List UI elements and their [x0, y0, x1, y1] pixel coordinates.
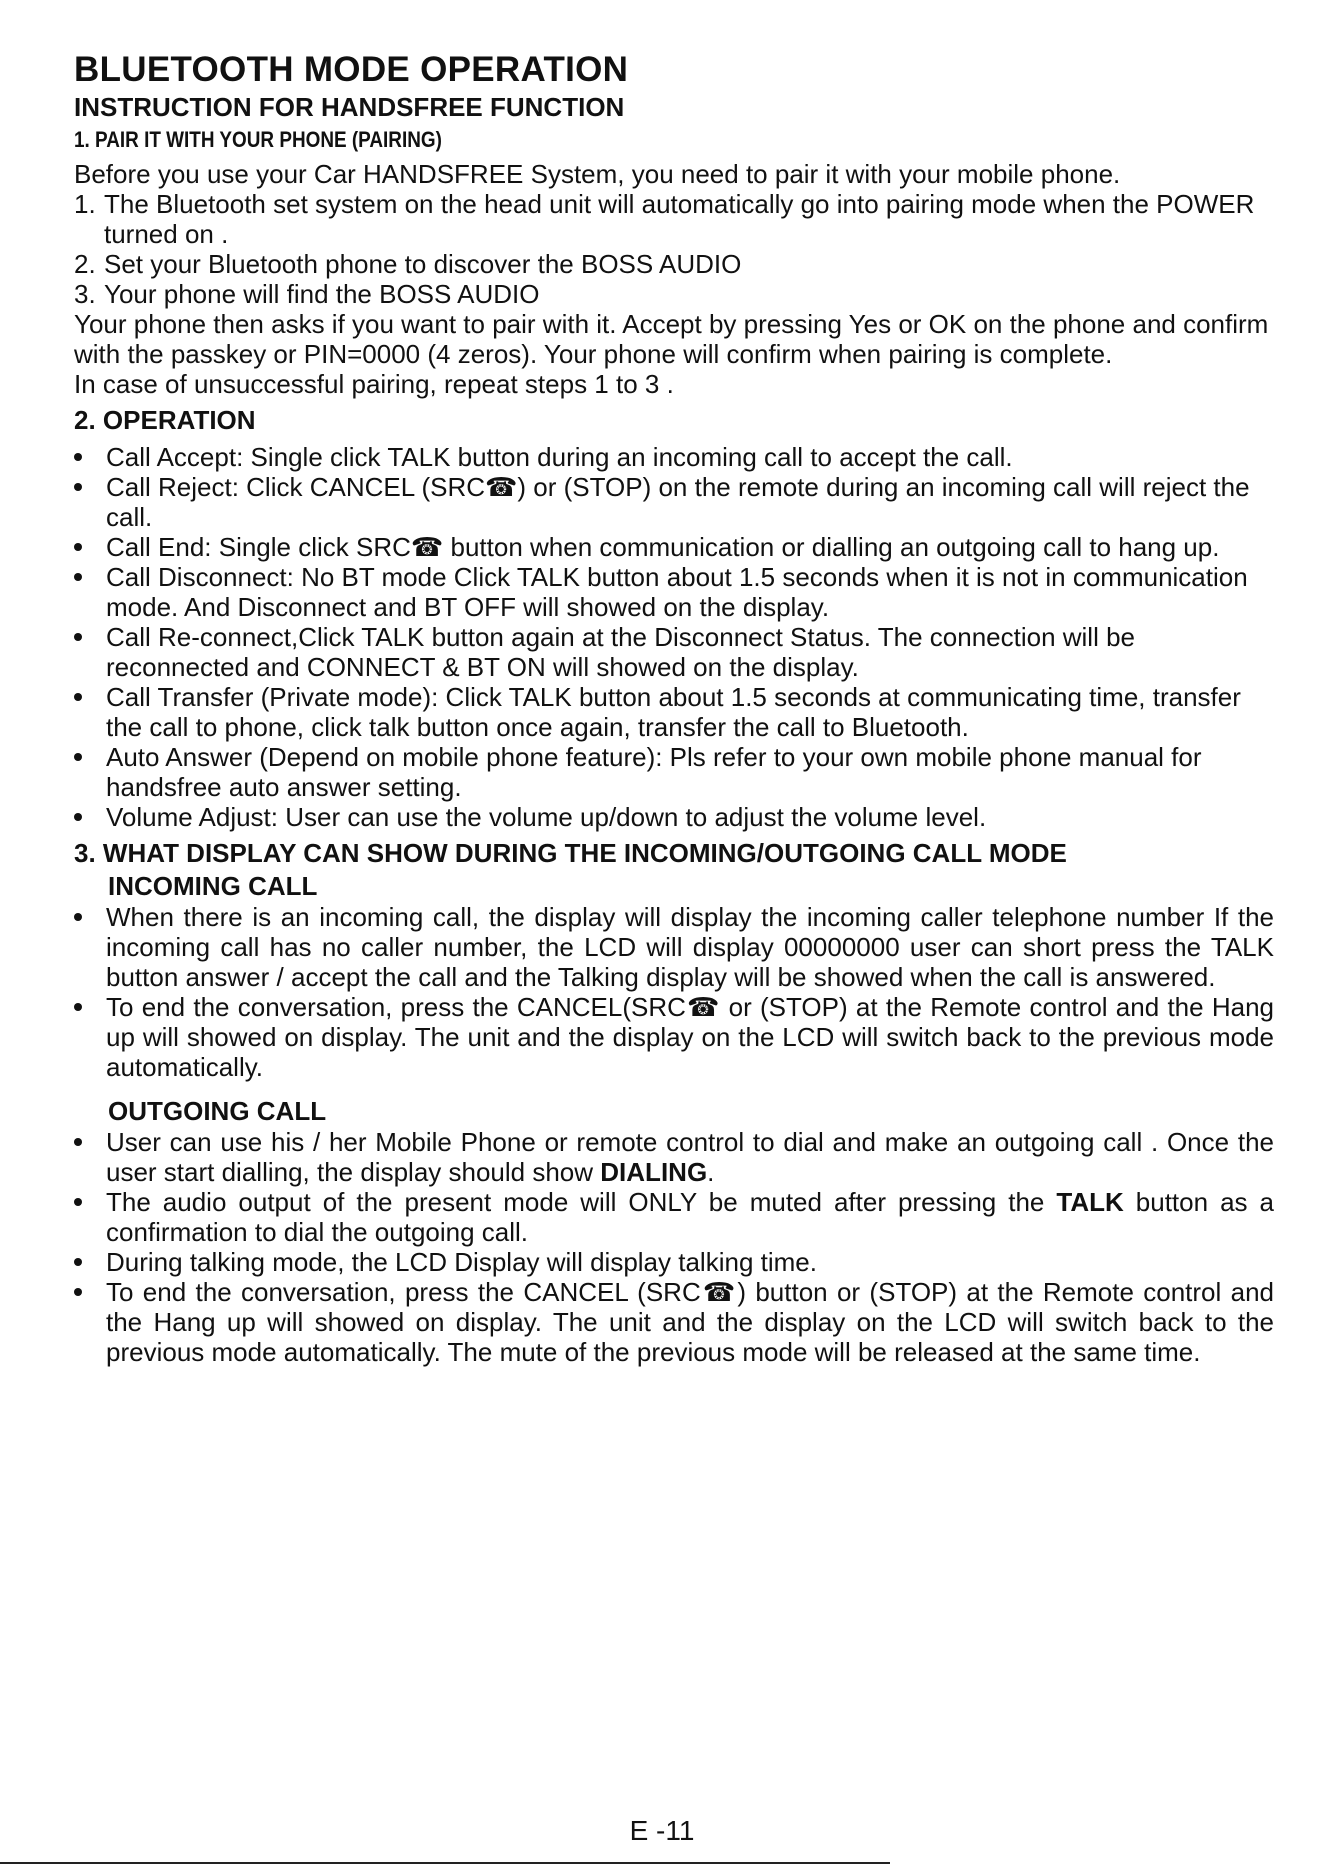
list-item: [74, 442, 1274, 472]
list-item: [74, 1277, 1274, 1367]
page-number: E -11: [629, 1815, 695, 1846]
list-item: [74, 1247, 1274, 1277]
outgoing-call-heading: OUTGOING CALL: [108, 1096, 327, 1126]
pairing-paragraph: Your phone then asks if you want to pair with it. Accept by pressing Yes or OK on the phone and confirm with the passkey or PIN=0000 (4 zeros). Your phone will confirm when pairing is complete.: [74, 309, 1269, 369]
list-item-text: To end the conversation, press the CANCEL (SRC☎) button or (STOP) at the Remote control and the Hang up will showed on display. The unit and the display on the LCD will switch back to the previous mode automatically. The mute of the previous mode will be released at the same time.: [106, 1277, 1274, 1367]
step-number: 3.: [74, 279, 96, 309]
list-item-text: To end the conversation, press the CANCEL(SRC☎ or (STOP) at the Remote control and the Hang up will showed on display. The unit and the display on the LCD will switch back to the previous mode automatically.: [106, 992, 1274, 1082]
list-item: [74, 622, 1274, 682]
section1-heading: 1. PAIR IT WITH YOUR PHONE (PAIRING): [74, 127, 442, 152]
bullet-icon: [74, 1258, 82, 1266]
incoming-call-heading: INCOMING CALL: [108, 871, 318, 901]
list-item: [74, 992, 1274, 1082]
list-item: [74, 902, 1274, 992]
list-item: [74, 742, 1274, 802]
list-item-text: Call Reject: Click CANCEL (SRC☎) or (STOP) on the remote during an incoming call will reject the call.: [106, 472, 1250, 532]
bullet-icon: [74, 1198, 82, 1206]
list-item-text: User can use his / her Mobile Phone or remote control to dial and make an outgoing call . Once the user start dialling, the display should show: [106, 1127, 1274, 1187]
list-item-text: Call Transfer (Private mode): Click TALK button about 1.5 seconds at communicating time, transfer the call to phone, click talk button once again, transfer the call to Bluetooth.: [106, 682, 1241, 742]
list-item: [74, 802, 1274, 832]
bullet-icon: [74, 543, 82, 551]
section3-heading: 3. WHAT DISPLAY CAN SHOW DURING THE INCOMING/OUTGOING CALL MODE: [74, 838, 1067, 868]
bottom-rule: [0, 1862, 890, 1864]
page-title: BLUETOOTH MODE OPERATION: [74, 50, 629, 89]
list-item-text: The audio output of the present mode will ONLY be muted after pressing the: [106, 1187, 1057, 1217]
bullet-icon: [74, 1003, 82, 1011]
section1-intro: Before you use your Car HANDSFREE System, you need to pair it with your mobile phone.: [74, 159, 1121, 189]
bullet-icon: [74, 453, 82, 461]
list-item: [74, 1127, 1274, 1187]
manual-page: [74, 50, 1274, 1367]
bullet-icon: [74, 1138, 82, 1146]
list-item: [74, 682, 1274, 742]
step-number: 2.: [74, 249, 96, 279]
dialing-label: DIALING: [600, 1157, 708, 1187]
page-subtitle: INSTRUCTION FOR HANDSFREE FUNCTION: [74, 92, 625, 122]
list-item-text: Call Re-connect,Click TALK button again at the Disconnect Status. The connection will be reconnected and CONNECT & BT ON will showed on the display.: [106, 622, 1136, 682]
bullet-icon: [74, 913, 82, 921]
list-item-text: During talking mode, the LCD Display will display talking time.: [106, 1247, 817, 1277]
step-text: Your phone will find the BOSS AUDIO: [104, 279, 540, 309]
list-item-text: Call Disconnect: No BT mode Click TALK button about 1.5 seconds when it is not in communication mode. And Disconnect and BT OFF will showed on the display.: [106, 562, 1248, 622]
section2-heading: 2. OPERATION: [74, 405, 256, 435]
list-item: [74, 472, 1274, 532]
step-3: [74, 279, 1274, 309]
step-number: 1.: [74, 189, 96, 219]
step-text: Set your Bluetooth phone to discover the BOSS AUDIO: [104, 249, 742, 279]
list-item-text: When there is an incoming call, the display will display the incoming caller telephone number If the incoming call has no caller number, the LCD will display 00000000 user can short press the TALK button answer / accept the call and the Talking display will be showed when the call is answered.: [106, 902, 1274, 992]
list-item: [74, 562, 1274, 622]
list-item-text: Call End: Single click SRC☎ button when communication or dialling an outgoing call to hang up.: [106, 532, 1220, 562]
bullet-icon: [74, 573, 82, 581]
step-1: [74, 189, 1274, 249]
list-item: [74, 1187, 1274, 1247]
bullet-icon: [74, 1288, 82, 1296]
unsuccessful-paragraph: In case of unsuccessful pairing, repeat steps 1 to 3 .: [74, 369, 674, 399]
talk-label: TALK: [1056, 1187, 1124, 1217]
incoming-call-list: [74, 902, 1274, 1082]
list-item-text: Volume Adjust: User can use the volume up/down to adjust the volume level.: [106, 802, 987, 832]
operation-list: [74, 442, 1274, 832]
bullet-icon: [74, 753, 82, 761]
outgoing-call-list: [74, 1127, 1274, 1367]
bullet-icon: [74, 813, 82, 821]
bullet-icon: [74, 483, 82, 491]
list-item-text: Auto Answer (Depend on mobile phone feature): Pls refer to your own mobile phone manual for handsfree auto answer setting.: [106, 742, 1202, 802]
step-text: The Bluetooth set system on the head unit will automatically go into pairing mode when the POWER turned on .: [104, 189, 1255, 249]
bullet-icon: [74, 693, 82, 701]
list-item-text-end: .: [707, 1157, 715, 1187]
list-item-text-end: button as a confirmation to dial the outgoing call.: [106, 1187, 1274, 1247]
list-item: [74, 532, 1274, 562]
bullet-icon: [74, 633, 82, 641]
step-2: [74, 249, 1274, 279]
list-item-text: Call Accept: Single click TALK button during an incoming call to accept the call.: [106, 442, 1013, 472]
